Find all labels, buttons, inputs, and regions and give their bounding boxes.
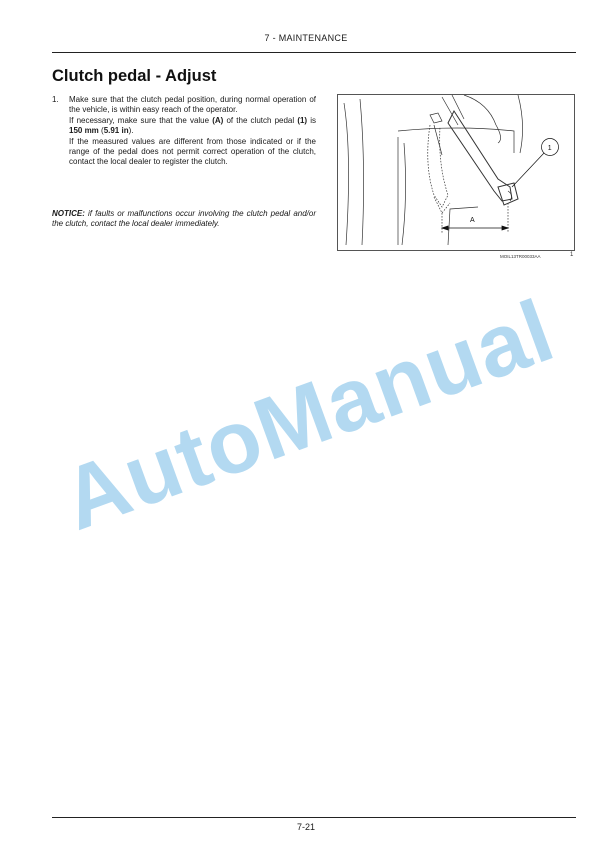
floor-outline [448,207,478,245]
pedal-bracket [442,97,458,125]
pedal-alt-position [434,197,450,213]
cab-wall-line [344,103,349,245]
page-number: 7-21 [296,822,315,832]
header-rule [52,52,576,53]
pedal-alt-position [428,125,448,207]
floor-outline [398,128,514,153]
step-text-segment: If necessary, make sure that the value [69,115,213,125]
footer-rule [52,817,576,818]
step-body [69,95,316,168]
value-mm: 150 mm [69,126,99,136]
reference-1: (1) [297,115,308,125]
step-text-segment: ). [128,126,134,136]
pedal-bracket [518,95,523,153]
step-text-position: Make sure that the clutch pedal position, during normal operation of the vehicle, is within easy reach of the operator. [69,95,316,115]
step-item [52,95,316,168]
step-number: 1. [52,95,59,104]
page-title: Clutch pedal - Adjust [52,67,217,85]
dimension-label-a: A [470,217,475,224]
value-in: 5.91 in [103,126,129,136]
pedal-pad [498,183,518,205]
header-section-title: 7 - MAINTENANCE [264,33,348,43]
floor-outline [402,143,406,245]
clutch-pedal-figure [337,94,575,251]
notice-label: NOTICE: [52,209,85,218]
step-text-segment: is [307,115,317,125]
dimension-arrow-right [502,226,508,230]
callout-leader [512,153,544,187]
pedal-linkage [434,125,442,155]
clutch-pedal-illustration [338,95,574,250]
notice [52,209,316,230]
cab-wall-line [360,99,364,245]
dimension-arrow-left [442,226,448,230]
reference-a: (A) [212,115,224,125]
step-text-value [69,116,316,137]
callout-label: 1 [547,145,552,152]
figure-number: 1 [570,252,574,258]
step-text-dealer: If the measured values are different from those indicated or if the range of the pedal does not permit correct operation of the clutch, contact the local dealer to register the clutch. [69,136,316,167]
notice-text: if faults or malfunctions occur involving the clutch pedal and/or the clutch, contact the local dealer immediately. [52,209,316,229]
step-text-segment: of the clutch pedal [223,115,298,125]
step-text-segment: ( [98,126,104,136]
procedure-steps [52,95,316,168]
pedal-bracket [452,95,464,119]
figure-code: MOIL13TR00033AA [500,254,541,259]
pedal-linkage [430,113,442,123]
watermark: AutoManual [49,280,567,549]
